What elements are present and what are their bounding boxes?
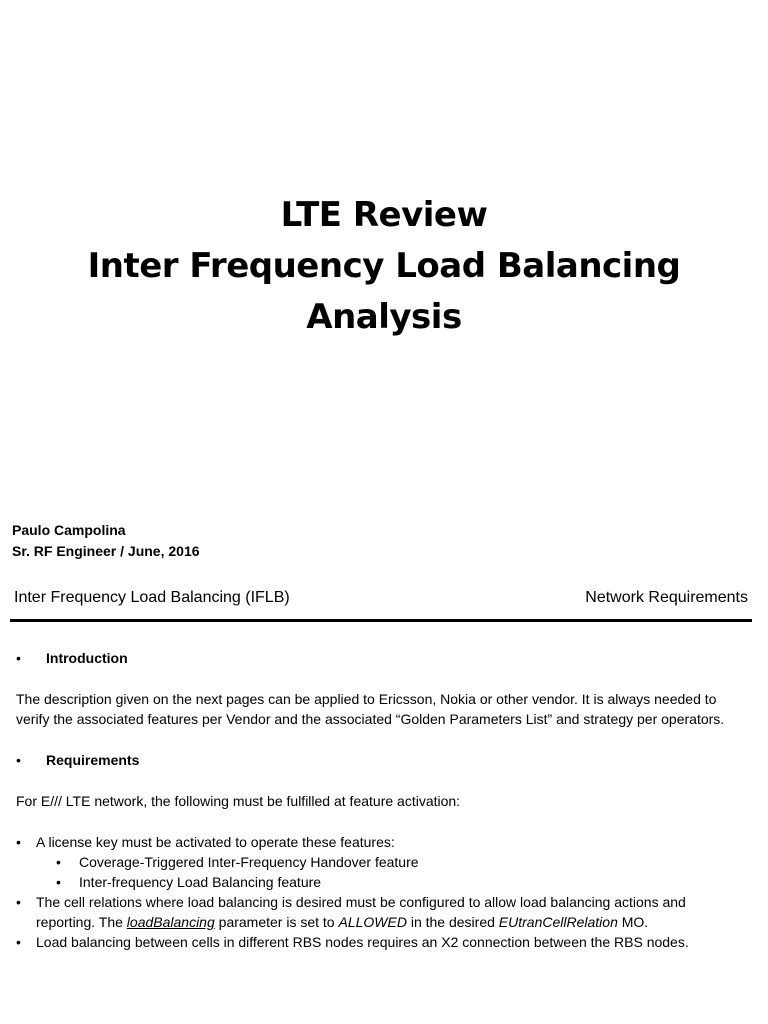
list-item: • Coverage-Triggered Inter-Frequency Handover feature (56, 852, 736, 872)
slide-title (0, 190, 768, 343)
requirements-lead: For E/// LTE network, the following must be fulfilled at feature activation: (16, 793, 461, 809)
bullet-icon: • (16, 752, 21, 768)
body-content (16, 648, 736, 952)
param-name: loadBalancing (126, 914, 215, 930)
author-name: Paulo Campolina (12, 522, 126, 538)
title-line-2: Inter Frequency Load Balancing (87, 246, 681, 286)
list-item: • Load balancing between cells in different RBS nodes requires an X2 connection between the RBS nodes. (16, 932, 736, 952)
param-value: ALLOWED (338, 914, 407, 930)
list-item: • Inter-frequency Load Balancing feature (56, 872, 736, 892)
author-role-date: Sr. RF Engineer / June, 2016 (12, 543, 200, 559)
text-run: MO. (617, 914, 649, 930)
intro-paragraph: The description given on the next pages can be applied to Ericsson, Nokia or other vendor. It is always needed to verify the associated features per Vendor and the associated “Golden Parameters List” and strategy per operators. (16, 691, 725, 727)
section-header (14, 589, 748, 607)
title-line-3: Analysis (306, 297, 462, 337)
intro-heading-text: Introduction (46, 650, 128, 666)
list-item (16, 892, 736, 932)
list-item (16, 832, 736, 892)
text-run: The cell relations where load balancing is desired must be configured to allow load balancing actions and reporting. The (36, 894, 686, 930)
mo-name: EUtranCellRelation (498, 914, 618, 930)
text-run: parameter is set to (214, 914, 339, 930)
intro-heading (16, 648, 736, 668)
header-left: Inter Frequency Load Balancing (IFLB) (14, 589, 290, 606)
header-right: Network Requirements (585, 589, 748, 606)
requirements-heading-text: Requirements (46, 752, 140, 768)
license-bullet: A license key must be activated to operate these features: (36, 834, 395, 850)
header-divider (10, 619, 752, 622)
feature-sublist (36, 852, 736, 892)
bullet-icon: • (16, 650, 21, 666)
requirements-heading (16, 750, 736, 770)
requirements-list (16, 832, 736, 952)
text-run: in the desired (406, 914, 499, 930)
author-block (12, 520, 200, 562)
title-line-1: LTE Review (280, 195, 488, 235)
